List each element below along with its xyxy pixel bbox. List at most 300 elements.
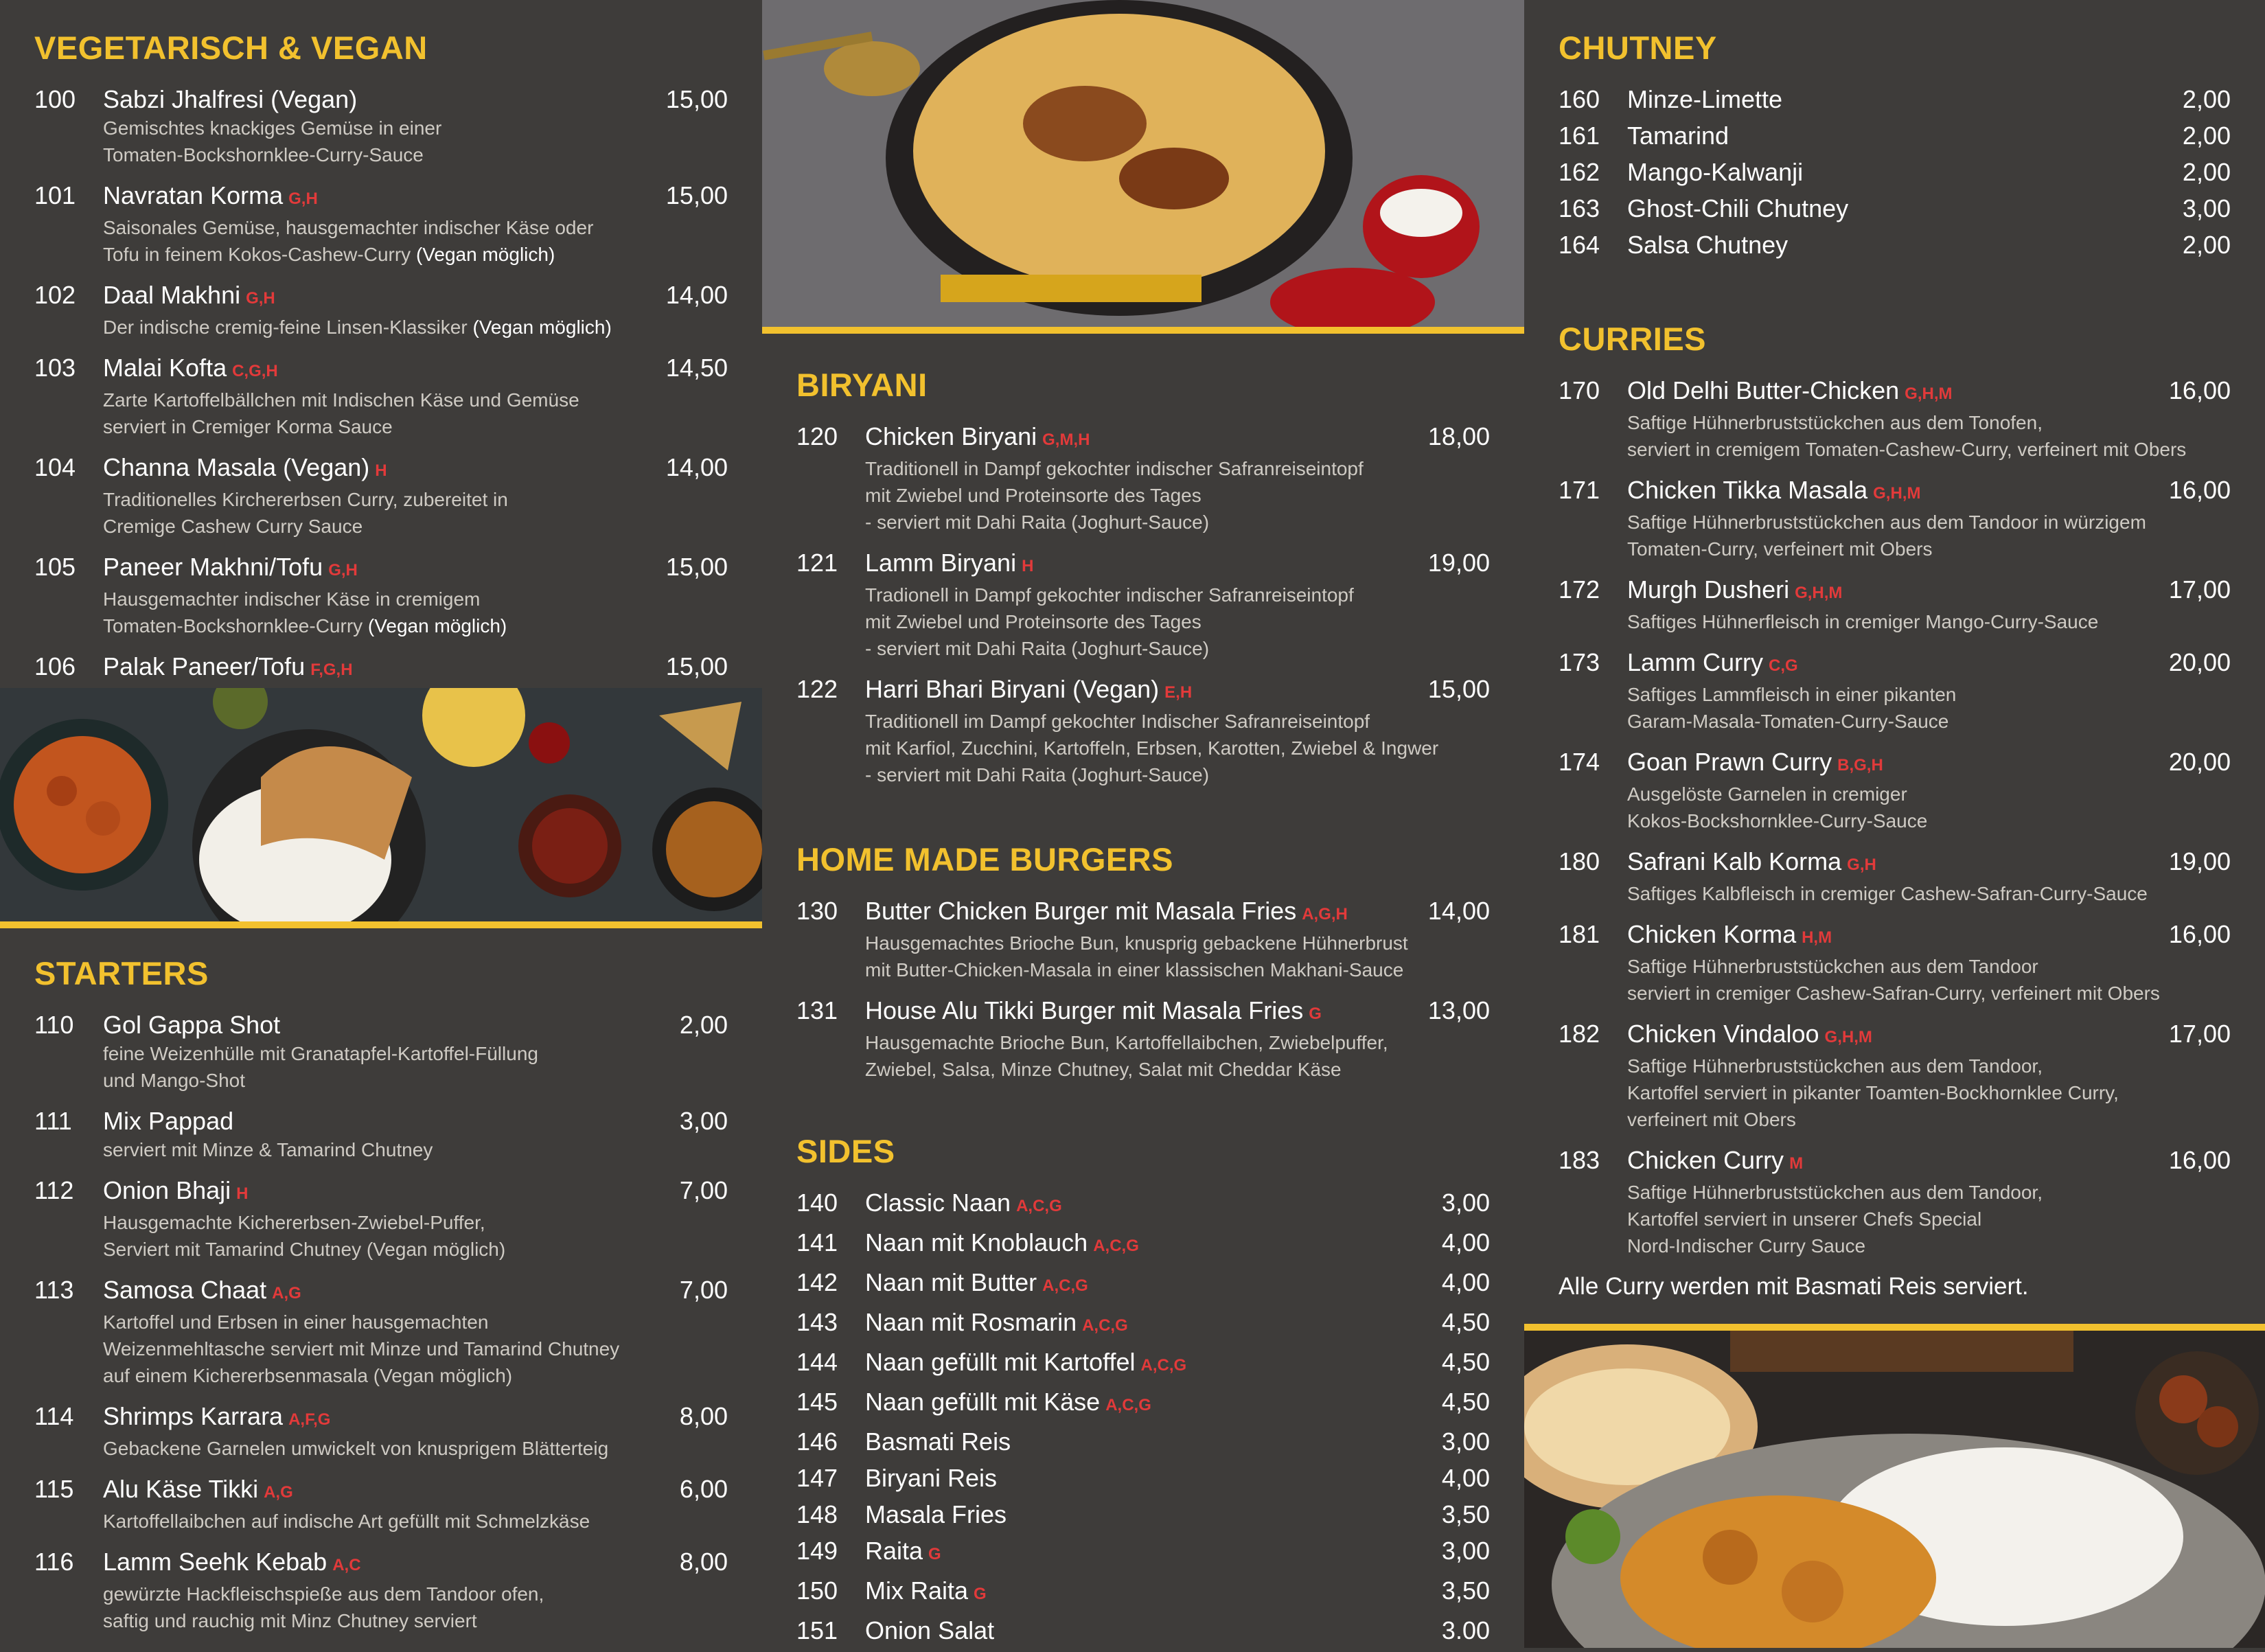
item-header	[865, 1576, 1490, 1609]
item-header	[865, 1228, 1490, 1261]
item-description: Saftige Hühnerbruststückchen aus dem Tandoor,	[1627, 1182, 2043, 1203]
photo-indian-dishes	[0, 688, 762, 921]
menu-item	[796, 1307, 1490, 1341]
allergen-codes: A,C	[332, 1556, 361, 1574]
item-price: 2,00	[2182, 158, 2231, 186]
item-name: Naan mit Knoblauch	[865, 1228, 1088, 1257]
item-name: Murgh Dusheri	[1627, 575, 1790, 604]
item-name: Samosa Chaat	[103, 1276, 267, 1304]
menu-item	[796, 1267, 1490, 1301]
item-name: Sabzi Jhalfresi (Vegan)	[103, 85, 358, 113]
item-description: Cremige Cashew Curry Sauce	[103, 516, 363, 537]
section-biryani	[796, 369, 1490, 801]
menu-item	[34, 1010, 728, 1094]
curry-naan-image	[1524, 1331, 2265, 1648]
item-number: 102	[34, 281, 76, 309]
item-header	[865, 422, 1490, 455]
allergen-codes: A,C,G	[1105, 1396, 1151, 1414]
item-description: serviert in Cremiger Korma Sauce	[103, 416, 393, 437]
item-name: Channa Masala (Vegan)	[103, 453, 370, 481]
item-price: 14,00	[1427, 897, 1490, 925]
burgers-list	[796, 896, 1490, 1083]
item-number: 144	[796, 1348, 838, 1376]
item-description: - serviert mit Dahi Raita (Joghurt-Sauce)	[865, 512, 1210, 533]
item-header	[1627, 157, 2231, 187]
item-name: Classic Naan	[865, 1189, 1011, 1217]
allergen-codes: H	[236, 1184, 249, 1203]
item-description: - serviert mit Dahi Raita (Joghurt-Sauce)	[865, 764, 1210, 785]
item-description: Tomaten-Bockshornklee-Curry-Sauce	[103, 144, 424, 165]
item-price: 3,00	[1441, 1189, 1490, 1217]
item-description: Saftige Hühnerbruststückchen aus dem Tonofen,	[1627, 412, 2043, 433]
item-header	[1627, 230, 2231, 260]
item-header	[1627, 747, 2231, 781]
item-description: auf einem Kichererbsenmasala (Vegan möglich)	[103, 1365, 513, 1386]
item-price: 8,00	[679, 1402, 728, 1430]
allergen-codes: G	[974, 1585, 987, 1603]
item-header	[865, 1616, 1490, 1646]
item-header	[865, 1463, 1490, 1493]
allergen-codes: C,G	[1769, 656, 1798, 675]
item-header	[1627, 475, 2231, 509]
section-title-burgers: HOME MADE BURGERS	[796, 841, 1174, 877]
menu-item	[1559, 194, 2231, 224]
item-price: 3,00	[1441, 1427, 1490, 1456]
section-burgers	[796, 843, 1490, 1095]
allergen-codes: C,G,H	[232, 362, 278, 380]
item-name: Onion Salat	[865, 1616, 995, 1644]
menu-item	[796, 548, 1490, 662]
item-price: 14,00	[665, 453, 728, 481]
item-price: 15,00	[665, 652, 728, 680]
item-header	[865, 1387, 1490, 1421]
item-number: 103	[34, 354, 76, 382]
item-number: 173	[1559, 648, 1600, 676]
item-description: Saftiges Lammfleisch in einer pikanten	[1627, 684, 1957, 705]
item-description: und Mango-Shot	[103, 1070, 246, 1091]
item-number: 100	[34, 85, 76, 113]
item-price: 16,00	[2168, 1146, 2231, 1174]
allergen-codes: A,G	[264, 1483, 293, 1502]
menu-item	[796, 1616, 1490, 1646]
item-header	[103, 1474, 728, 1508]
item-price: 20,00	[2168, 648, 2231, 676]
item-header	[1627, 919, 2231, 953]
allergen-codes: G,M,H	[1042, 431, 1090, 449]
vegan-option-note: (Vegan möglich)	[472, 317, 612, 338]
item-name: Chicken Korma	[1627, 920, 1797, 948]
item-description: Kartoffel serviert in unserer Chefs Special	[1627, 1208, 1982, 1230]
menu-item	[796, 422, 1490, 536]
allergen-codes: G,H,M	[1795, 584, 1843, 602]
allergen-codes: H,M	[1802, 928, 1832, 947]
item-price: 3,50	[1441, 1500, 1490, 1528]
menu-item	[34, 84, 728, 168]
menu-item	[796, 1188, 1490, 1221]
item-header	[103, 1401, 728, 1435]
allergen-codes: G,H,M	[1824, 1028, 1872, 1046]
item-price: 17,00	[2168, 1020, 2231, 1048]
item-price: 16,00	[2168, 476, 2231, 504]
allergen-codes: G	[928, 1545, 941, 1563]
item-name: Naan gefüllt mit Kartoffel	[865, 1348, 1136, 1376]
item-name: Malai Kofta	[103, 354, 227, 382]
item-price: 3,50	[1441, 1576, 1490, 1605]
item-number: 130	[796, 897, 838, 925]
item-number: 170	[1559, 376, 1600, 404]
item-header	[1627, 1145, 2231, 1179]
item-description: serviert in cremigem Tomaten-Cashew-Curry, verfeinert mit Obers	[1627, 439, 2187, 460]
item-description: Saisonales Gemüse, hausgemachter indischer Käse oder	[103, 217, 594, 238]
menu-item	[1559, 475, 2231, 562]
menu-item	[796, 896, 1490, 983]
item-price: 16,00	[2168, 376, 2231, 404]
sides-list	[796, 1188, 1490, 1646]
item-price: 15,00	[1427, 675, 1490, 703]
item-description: saftig und rauchig mit Minz Chutney serviert	[103, 1610, 477, 1631]
item-name: Palak Paneer/Tofu	[103, 652, 306, 680]
item-name: Old Delhi Butter-Chicken	[1627, 376, 1900, 404]
menu-column-right	[1524, 0, 2265, 1648]
item-name: Naan mit Butter	[865, 1268, 1037, 1296]
allergen-codes: B,G,H	[1837, 756, 1883, 775]
item-description: Hausgemachte Brioche Bun, Kartoffellaibchen, Zwiebelpuffer,	[865, 1032, 1388, 1053]
allergen-codes: A,G	[272, 1284, 301, 1303]
menu-item	[34, 1547, 728, 1634]
item-header	[103, 1010, 728, 1040]
item-name: Ghost-Chili Chutney	[1627, 194, 1849, 222]
item-number: 116	[34, 1548, 74, 1576]
item-name: Biryani Reis	[865, 1464, 998, 1492]
item-description: serviert in cremiger Cashew-Safran-Curry, verfeinert mit Obers	[1627, 983, 2160, 1004]
item-name: Butter Chicken Burger mit Masala Fries	[865, 897, 1297, 925]
item-name: Shrimps Karrara	[103, 1402, 284, 1430]
item-header	[865, 996, 1490, 1029]
item-name: Onion Bhaji	[103, 1176, 231, 1204]
item-description: Saftige Hühnerbruststückchen aus dem Tandoor,	[1627, 1055, 2043, 1077]
item-header	[1627, 847, 2231, 880]
menu-item	[796, 674, 1490, 788]
item-description: Serviert mit Tamarind Chutney (Vegan möglich)	[103, 1239, 506, 1260]
item-header	[865, 1188, 1490, 1221]
allergen-codes: G,H	[288, 190, 318, 208]
menu-item	[34, 552, 728, 639]
item-number: 174	[1559, 748, 1600, 776]
item-header	[1627, 121, 2231, 151]
item-description: Traditionelles Kirchererbsen Curry, zubereitet in	[103, 489, 508, 510]
item-number: 148	[796, 1500, 838, 1528]
item-number: 104	[34, 453, 76, 481]
item-price: 4,50	[1441, 1388, 1490, 1416]
item-price: 15,00	[665, 553, 728, 581]
menu-item	[1559, 747, 2231, 834]
item-number: 122	[796, 675, 838, 703]
item-price: 4,50	[1441, 1308, 1490, 1336]
item-number: 150	[796, 1576, 838, 1605]
item-name: Lamm Curry	[1627, 648, 1764, 676]
item-price: 6,00	[679, 1475, 728, 1503]
item-name: Alu Käse Tikki	[103, 1475, 259, 1503]
item-description: mit Zwiebel und Proteinsorte des Tages	[865, 485, 1202, 506]
item-description: Der indische cremig-feine Linsen-Klassiker (Vegan möglich)	[103, 317, 612, 338]
item-number: 180	[1559, 847, 1600, 875]
item-description: Hausgemachter indischer Käse in cremigem	[103, 588, 481, 610]
item-description: Saftiges Kalbfleisch in cremiger Cashew-Safran-Curry-Sauce	[1627, 883, 2148, 904]
item-header	[103, 1275, 728, 1309]
item-description: serviert mit Minze & Tamarind Chutney	[103, 1139, 433, 1160]
menu-item	[796, 1536, 1490, 1570]
item-number: 121	[796, 549, 838, 577]
menu-item	[796, 1500, 1490, 1530]
item-header	[103, 1175, 728, 1209]
section-chutney	[1559, 32, 2231, 266]
item-description: Kartoffellaibchen auf indische Art gefüllt mit Schmelzkäse	[103, 1511, 590, 1532]
item-header	[1627, 575, 2231, 608]
item-name: Raita	[865, 1537, 923, 1565]
allergen-codes: H	[1022, 557, 1034, 575]
item-number: 143	[796, 1308, 838, 1336]
menu-item	[1559, 919, 2231, 1007]
section-curries	[1559, 323, 2231, 1302]
item-number: 106	[34, 652, 76, 680]
item-name: Chicken Biryani	[865, 422, 1037, 450]
item-name: Lamm Biryani	[865, 549, 1017, 577]
item-number: 162	[1559, 158, 1600, 186]
allergen-codes: A,C,G	[1082, 1316, 1128, 1335]
curries-list	[1559, 376, 2231, 1259]
item-price: 7,00	[679, 1276, 728, 1304]
item-price: 3.00	[1441, 1616, 1490, 1644]
item-number: 160	[1559, 85, 1600, 113]
item-header	[865, 1427, 1490, 1457]
item-header	[1627, 194, 2231, 224]
item-number: 101	[34, 181, 76, 209]
item-header	[103, 452, 728, 486]
menu-item	[34, 1401, 728, 1462]
item-header	[103, 552, 728, 586]
item-description: - serviert mit Dahi Raita (Joghurt-Sauce)	[865, 638, 1210, 659]
item-name: Chicken Vindaloo	[1627, 1020, 1819, 1048]
item-header	[865, 1536, 1490, 1570]
accent-bar	[0, 921, 762, 928]
item-name: Masala Fries	[865, 1500, 1007, 1528]
item-description: Tradionell in Dampf gekochter indischer Safranreiseintopf	[865, 584, 1354, 606]
item-name: Paneer Makhni/Tofu	[103, 553, 323, 581]
item-header	[865, 1347, 1490, 1381]
item-price: 20,00	[2168, 748, 2231, 776]
item-price: 16,00	[2168, 920, 2231, 948]
menu-item	[796, 1347, 1490, 1381]
item-price: 2,00	[2182, 85, 2231, 113]
allergen-codes: G,H,M	[1873, 484, 1921, 503]
item-number: 141	[796, 1228, 838, 1257]
section-starters	[34, 957, 728, 1647]
allergen-codes: H	[375, 461, 387, 480]
photo-curry-naan	[1524, 1331, 2265, 1648]
allergen-codes: A,G,H	[1302, 905, 1348, 923]
item-number: 147	[796, 1464, 838, 1492]
item-header	[103, 280, 728, 314]
item-price: 2,00	[679, 1011, 728, 1039]
section-title-chutney: CHUTNEY	[1559, 30, 1717, 66]
item-price: 3,00	[679, 1107, 728, 1135]
item-number: 145	[796, 1388, 838, 1416]
allergen-codes: A,F,G	[288, 1410, 331, 1429]
starters-list	[34, 1010, 728, 1634]
section-title-sides: SIDES	[796, 1133, 895, 1169]
allergen-codes: E,H	[1164, 683, 1193, 702]
item-description: mit Zwiebel und Proteinsorte des Tages	[865, 611, 1202, 632]
item-name: Basmati Reis	[865, 1427, 1011, 1456]
item-number: 112	[34, 1176, 74, 1204]
menu-item	[1559, 575, 2231, 635]
menu-item	[796, 1463, 1490, 1493]
allergen-codes: A,C,G	[1042, 1276, 1088, 1295]
section-title-curries: CURRIES	[1559, 321, 1707, 357]
photo-biryani	[762, 0, 1524, 327]
item-price: 7,00	[679, 1176, 728, 1204]
item-number: 140	[796, 1189, 838, 1217]
item-number: 115	[34, 1475, 74, 1503]
menu-item	[34, 1106, 728, 1163]
item-price: 14,00	[665, 281, 728, 309]
menu-item	[796, 1427, 1490, 1457]
item-name: Lamm Seehk Kebab	[103, 1548, 327, 1576]
menu-item	[1559, 230, 2231, 260]
item-number: 161	[1559, 122, 1600, 150]
item-description: Kartoffel und Erbsen in einer hausgemachten	[103, 1311, 489, 1333]
item-number: 163	[1559, 194, 1600, 222]
item-header	[865, 1307, 1490, 1341]
item-name: Safrani Kalb Korma	[1627, 847, 1842, 875]
item-price: 15,00	[665, 85, 728, 113]
menu-item	[34, 1275, 728, 1389]
menu-item	[1559, 647, 2231, 735]
item-header	[103, 181, 728, 214]
item-number: 172	[1559, 575, 1600, 604]
veg-list	[34, 84, 728, 739]
item-description: Tomaten-Bockshornklee-Curry (Vegan möglich)	[103, 615, 507, 636]
item-name: Naan gefüllt mit Käse	[865, 1388, 1101, 1416]
item-number: 181	[1559, 920, 1600, 948]
curries-note: Alle Curry werden mit Basmati Reis serviert.	[1559, 1273, 2029, 1300]
menu-item	[796, 1576, 1490, 1609]
item-description: Tomaten-Curry, verfeinert mit Obers	[1627, 538, 1933, 560]
item-header	[865, 548, 1490, 582]
item-price: 3,00	[1441, 1537, 1490, 1565]
allergen-codes: A,C,G	[1016, 1197, 1062, 1215]
item-description: Saftiges Hühnerfleisch in cremiger Mango-Curry-Sauce	[1627, 611, 2099, 632]
menu-item	[796, 1228, 1490, 1261]
menu-item	[34, 452, 728, 540]
item-number: 164	[1559, 231, 1600, 259]
item-description: Zarte Kartoffelbällchen mit Indischen Käse und Gemüse	[103, 389, 579, 411]
item-price: 15,00	[665, 181, 728, 209]
allergen-codes: G,H,M	[1905, 385, 1953, 403]
item-number: 151	[796, 1616, 838, 1644]
item-header	[1627, 647, 2231, 681]
item-price: 14,50	[665, 354, 728, 382]
item-description: Nord-Indischer Curry Sauce	[1627, 1235, 1866, 1257]
item-description: verfeinert mit Obers	[1627, 1109, 1796, 1130]
item-description: Traditionell im Dampf gekochter Indischer Safranreiseintopf	[865, 711, 1370, 732]
section-title-biryani: BIRYANI	[796, 367, 928, 403]
item-price: 3,00	[2182, 194, 2231, 222]
item-price: 2,00	[2182, 122, 2231, 150]
item-header	[103, 1547, 728, 1581]
biryani-image	[762, 0, 1524, 327]
item-description: Traditionell in Dampf gekochter indischer Safranreiseintopf	[865, 458, 1364, 479]
menu-item	[1559, 121, 2231, 151]
item-price: 8,00	[679, 1548, 728, 1576]
item-header	[865, 896, 1490, 930]
item-number: 171	[1559, 476, 1600, 504]
item-description: Kartoffel serviert in pikanter Toamten-Bockhornklee Curry,	[1627, 1082, 2119, 1103]
allergen-codes: F,G,H	[310, 661, 353, 679]
item-price: 18,00	[1427, 422, 1490, 450]
accent-bar	[1524, 1324, 2265, 1331]
item-price: 19,00	[1427, 549, 1490, 577]
item-number: 114	[34, 1402, 74, 1430]
item-description: Zwiebel, Salsa, Minze Chutney, Salat mit Cheddar Käse	[865, 1059, 1342, 1080]
menu-item	[1559, 1145, 2231, 1259]
item-number: 113	[34, 1276, 74, 1304]
item-name: Harri Bhari Biryani (Vegan)	[865, 675, 1160, 703]
allergen-codes: G,H	[1847, 856, 1876, 874]
item-header	[103, 652, 728, 685]
item-number: 120	[796, 422, 838, 450]
allergen-codes: M	[1789, 1154, 1804, 1173]
menu-item	[1559, 376, 2231, 463]
item-name: Gol Gappa Shot	[103, 1011, 281, 1039]
item-description: Hausgemachtes Brioche Bun, knusprig gebackene Hühnerbrust	[865, 932, 1408, 954]
item-name: Chicken Curry	[1627, 1146, 1784, 1174]
item-price: 17,00	[2168, 575, 2231, 604]
allergen-codes: G,H	[246, 289, 275, 308]
allergen-codes: G	[1309, 1005, 1322, 1023]
item-number: 183	[1559, 1146, 1600, 1174]
menu-item	[34, 353, 728, 440]
section-title-veg: VEGETARISCH & VEGAN	[34, 30, 428, 66]
item-price: 2,00	[2182, 231, 2231, 259]
item-price: 19,00	[2168, 847, 2231, 875]
item-description: Saftige Hühnerbruststückchen aus dem Tandoor in würzigem	[1627, 512, 2146, 533]
food-spread-image	[0, 688, 762, 921]
menu-column-left	[0, 0, 762, 1648]
menu-item	[1559, 84, 2231, 115]
item-description: mit Butter-Chicken-Masala in einer klassischen Makhani-Sauce	[865, 959, 1404, 980]
item-number: 182	[1559, 1020, 1600, 1048]
item-header	[865, 1500, 1490, 1530]
menu-item	[34, 1474, 728, 1535]
item-number: 105	[34, 553, 76, 581]
item-number: 149	[796, 1537, 838, 1565]
item-description: Gebackene Garnelen umwickelt von knusprigem Blätterteig	[103, 1438, 609, 1459]
item-name: Salsa Chutney	[1627, 231, 1789, 259]
item-name: Navratan Korma	[103, 181, 284, 209]
item-description: Hausgemachte Kichererbsen-Zwiebel-Puffer,	[103, 1212, 485, 1233]
item-price: 4,50	[1441, 1348, 1490, 1376]
vegan-option-note: (Vegan möglich)	[367, 615, 507, 636]
item-description: Ausgelöste Garnelen in cremiger	[1627, 783, 1907, 805]
chutney-list	[1559, 84, 2231, 260]
item-number: 142	[796, 1268, 838, 1296]
item-header	[1627, 84, 2231, 115]
item-description: Tofu in feinem Kokos-Cashew-Curry (Vegan möglich)	[103, 244, 555, 265]
item-description: mit Karfiol, Zucchini, Kartoffeln, Erbsen, Karotten, Zwiebel & Ingwer	[865, 737, 1439, 759]
item-name: Minze-Limette	[1627, 85, 1783, 113]
item-description: gewürzte Hackfleischspieße aus dem Tandoor ofen,	[103, 1583, 544, 1605]
